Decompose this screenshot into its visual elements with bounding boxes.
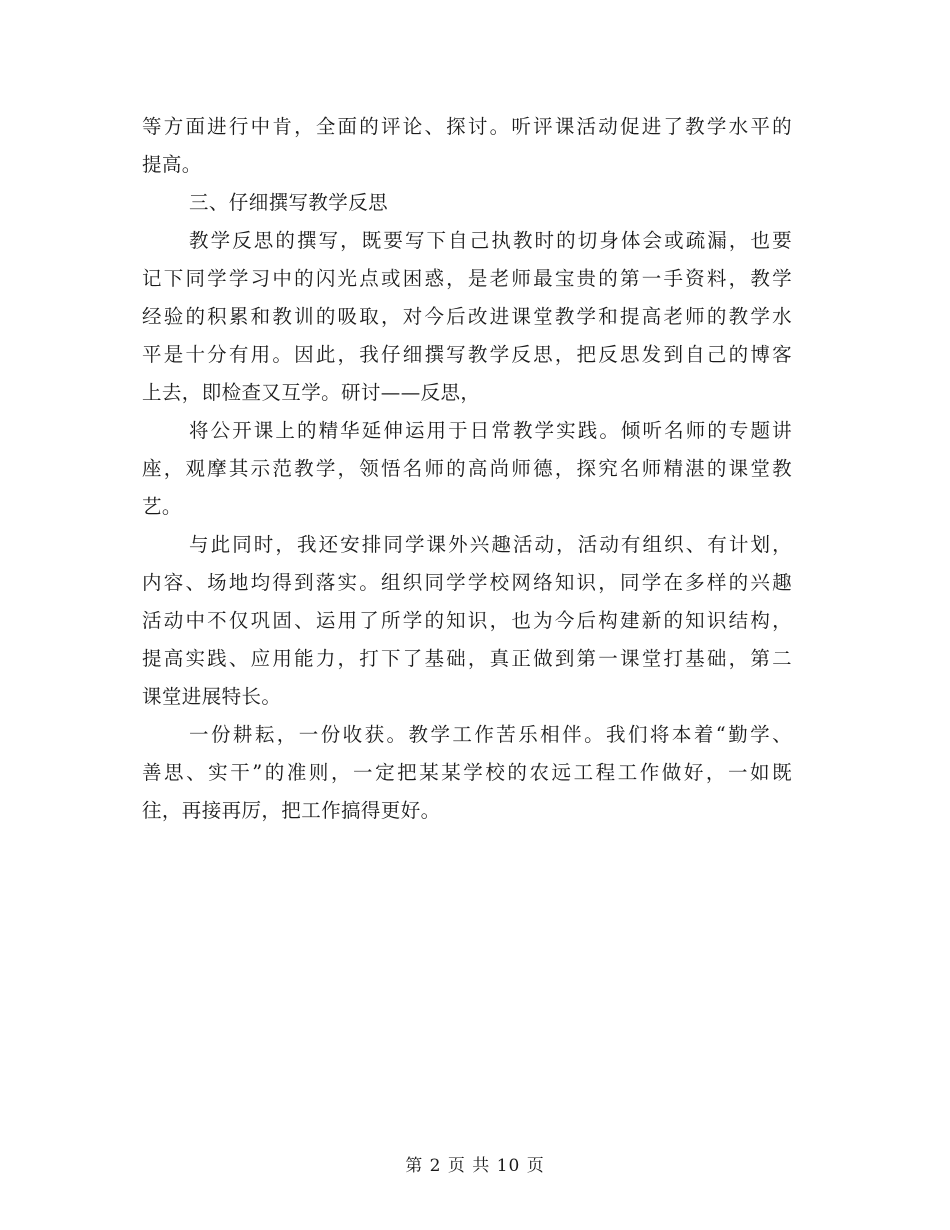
text-line: 活动中不仅巩固、运用了所学的知识，也为今后构建新的知识结构， xyxy=(142,609,792,632)
text-line: 平是十分有用。因此，我仔细撰写教学反思，把反思发到自己的博客 xyxy=(142,343,792,366)
document-body xyxy=(142,108,792,830)
text-line: 与此同时，我还安排同学课外兴趣活动，活动有组织、有计划， xyxy=(189,533,792,556)
text-line: 教学反思的撰写，既要写下自己执教时的切身体会或疏漏，也要 xyxy=(189,229,792,252)
paragraph xyxy=(142,412,792,526)
text-line: 课堂进展特长。 xyxy=(142,685,282,708)
paragraph xyxy=(142,526,792,716)
paragraph-continuation xyxy=(142,108,792,184)
text-line: 记下同学学习中的闪光点或困惑，是老师最宝贵的第一手资料，教学 xyxy=(142,267,792,290)
text-line: 经验的积累和教训的吸取，对今后改进课堂教学和提高老师的教学水 xyxy=(142,305,792,328)
text-line: 等方面进行中肯，全面的评论、探讨。听评课活动促进了教学水平的 xyxy=(142,115,792,138)
page-number-footer: 第 2 页 共 10 页 xyxy=(405,1156,545,1176)
text-line: 提高。 xyxy=(142,153,202,176)
text-line: 提高实践、应用能力，打下了基础，真正做到第一课堂打基础，第二 xyxy=(142,647,792,670)
section-heading-text: 三、仔细撰写教学反思 xyxy=(189,191,389,214)
section-heading xyxy=(142,184,792,222)
text-line: 往，再接再厉，把工作搞得更好。 xyxy=(142,799,441,822)
text-line: 将公开课上的精华延伸运用于日常教学实践。倾听名师的专题讲 xyxy=(189,419,792,442)
paragraph xyxy=(142,222,792,412)
text-line: 内容、场地均得到落实。组织同学学校网络知识，同学在多样的兴趣 xyxy=(142,571,792,594)
text-line: 上去，即检查又互学。研讨——反思， xyxy=(142,381,481,404)
text-line: 艺。 xyxy=(142,495,182,518)
paragraph xyxy=(142,716,792,830)
text-line: 座，观摩其示范教学，领悟名师的高尚师德，探究名师精湛的课堂教 xyxy=(142,457,792,480)
text-line: 善思、实干”的准则，一定把某某学校的农远工程工作做好，一如既 xyxy=(142,761,792,784)
text-line: 一份耕耘，一份收获。教学工作苦乐相伴。我们将本着“勤学、 xyxy=(189,723,792,746)
